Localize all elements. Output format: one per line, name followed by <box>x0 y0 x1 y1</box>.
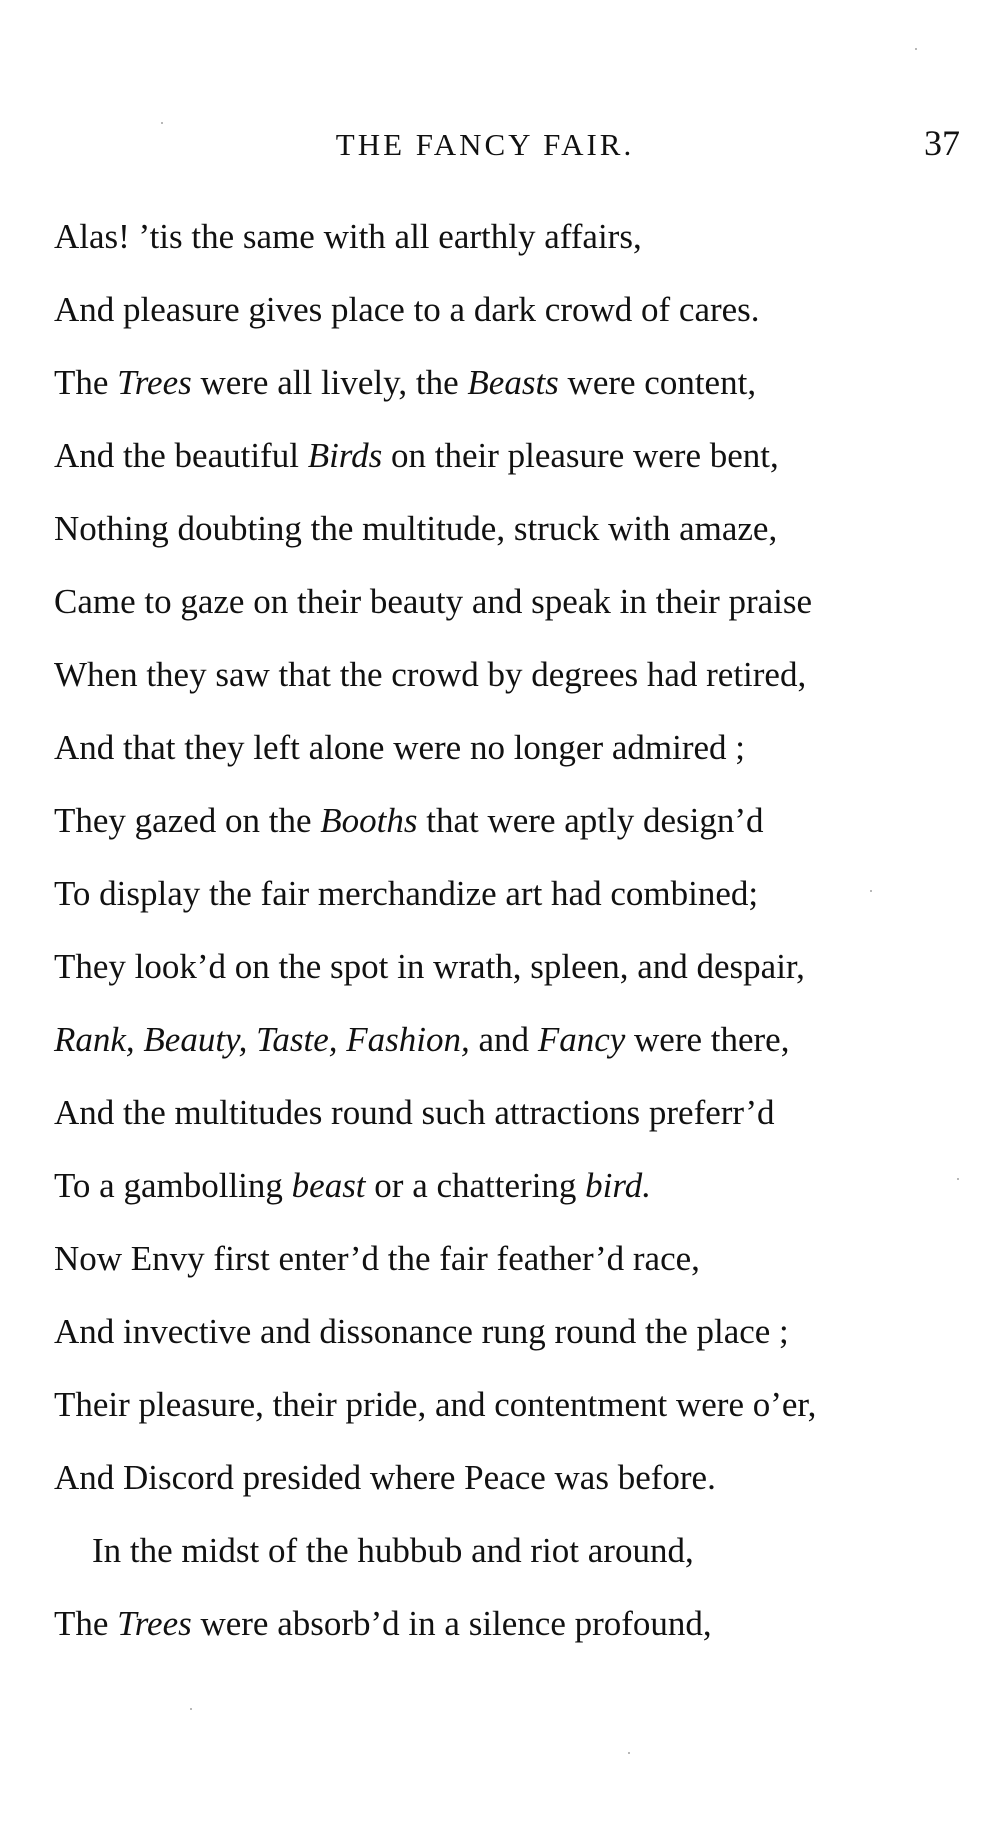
italic-phrase: Beasts <box>467 363 559 402</box>
poem-line <box>54 944 954 1017</box>
poem-line <box>54 506 954 579</box>
text-segment: were absorb’d in a silence profound, <box>191 1604 712 1643</box>
poem-text <box>54 214 954 1674</box>
text-segment: and <box>469 1020 538 1059</box>
poem-line <box>54 360 954 433</box>
paper-speck <box>628 1752 630 1754</box>
italic-phrase: bird. <box>585 1166 651 1205</box>
italic-phrase: Rank, Beauty, Taste, Fashion, <box>54 1020 470 1059</box>
poem-line <box>54 652 954 725</box>
poem-line <box>54 1163 954 1236</box>
paper-speck <box>161 122 163 124</box>
text-segment: And invective and dissonance rung round the place ; <box>54 1312 789 1351</box>
text-segment: And Discord presided where Peace was before. <box>54 1458 716 1497</box>
poem-line <box>54 1090 954 1163</box>
page-number: 37 <box>924 123 960 163</box>
poem-line <box>54 798 954 871</box>
text-segment: The <box>54 363 118 402</box>
poem-line <box>54 579 954 652</box>
poem-line <box>54 1455 954 1528</box>
poem-line <box>54 433 954 506</box>
text-segment: And that they left alone were no longer admired ; <box>54 728 746 767</box>
text-segment: The <box>54 1604 118 1643</box>
text-segment: Now Envy first enter’d the fair feather’d race, <box>54 1239 700 1278</box>
poem-line <box>54 1236 954 1309</box>
text-segment: Alas! ’tis the same with all earthly affairs, <box>54 217 642 256</box>
text-segment: To a gambolling <box>54 1166 292 1205</box>
paper-speck <box>870 890 872 892</box>
italic-phrase: Trees <box>117 363 192 402</box>
text-segment: When they saw that the crowd by degrees had retired, <box>54 655 807 694</box>
text-segment: were there, <box>625 1020 790 1059</box>
text-segment: They look’d on the spot in wrath, spleen, and despair, <box>54 947 805 986</box>
text-segment: Nothing doubting the multitude, struck with amaze, <box>54 509 778 548</box>
poem-line <box>54 1017 954 1090</box>
text-segment: or a chattering <box>365 1166 586 1205</box>
text-segment: on their pleasure were bent, <box>382 436 779 475</box>
poem-line <box>54 871 954 944</box>
text-segment: were all lively, the <box>191 363 468 402</box>
text-segment: were content, <box>558 363 757 402</box>
text-segment: And the multitudes round such attractions preferr’d <box>54 1093 775 1132</box>
text-segment: To display the fair merchandize art had combined; <box>54 874 759 913</box>
text-segment: In the midst of the hubbub and riot around, <box>92 1531 694 1570</box>
paper-speck <box>915 48 917 50</box>
poem-line <box>54 287 954 360</box>
paper-speck <box>190 1708 192 1710</box>
italic-phrase: Trees <box>117 1604 192 1643</box>
text-segment: And pleasure gives place to a dark crowd of cares. <box>54 290 760 329</box>
text-segment: Came to gaze on their beauty and speak in their praise <box>54 582 813 621</box>
poem-line <box>54 214 954 287</box>
text-segment: Their pleasure, their pride, and contentment were o’er, <box>54 1385 817 1424</box>
poem-line <box>54 1601 954 1674</box>
italic-phrase: Birds <box>307 436 383 475</box>
poem-line <box>54 1528 954 1601</box>
poem-line <box>54 725 954 798</box>
italic-phrase: beast <box>291 1166 366 1205</box>
poem-line <box>54 1382 954 1455</box>
paper-speck <box>957 1178 959 1180</box>
text-segment: that were aptly design’d <box>417 801 764 840</box>
text-segment: And the beautiful <box>54 436 308 475</box>
italic-phrase: Fancy <box>537 1020 626 1059</box>
running-head-title: THE FANCY FAIR. <box>335 127 635 162</box>
italic-phrase: Booths <box>320 801 418 840</box>
poem-line <box>54 1309 954 1382</box>
text-segment: They gazed on the <box>54 801 321 840</box>
